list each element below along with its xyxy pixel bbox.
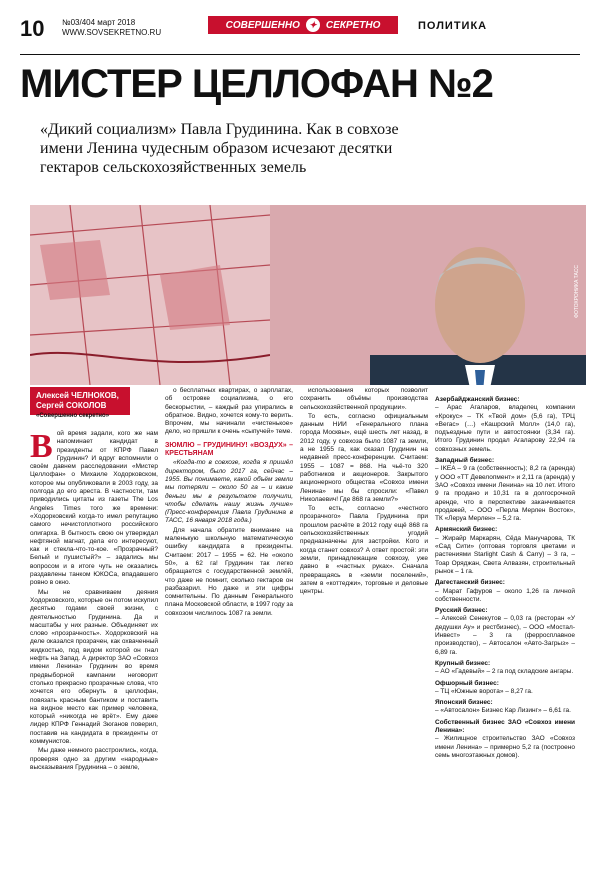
text-column-1	[30, 430, 158, 860]
paragraph: То есть, согласно «честного прозрачного» Павла Грудинина при прошлом расчёте в 2012 году ещё 868 га сельскохозяйственных угодий предназначены для застройки. Кого и когда станет совхоз? А ответ простой: эти земли, принадлежащие совхозу, уже давно в «частных руках». Сначала превращаясь в «земли поселений», затем в «коттеджи», торговые и деловые центры.	[300, 505, 428, 596]
logo-text-left: СОВЕРШЕННО	[225, 19, 300, 31]
business-text: – «Автосалон» Бизнес Кар Лизинг» – 6,61 га.	[435, 707, 571, 715]
logo-text-right: СЕКРЕТНО	[325, 19, 381, 31]
paragraph: То есть, согласно официальным данным НИИ «Генерального плана города Москвы», ещё шесть лет назад, в 2012 году, у совхоза было 1087 га земли, а не 1955 га, как сказал Грудинин на недавней пресс-конференции. Считаем: 1955 – 1087 = 868. На чьё-то 320 работников и акционеров. Закрытого акционерного общества «Совхоз имени Ленина» мы бы спросили: «Павел Николаевич! Где 868 га земли?»	[300, 412, 428, 503]
newspaper-logo	[208, 16, 398, 34]
paragraph: о бесплатных квартирах, о зарплатах, об островке социализма, о его бескорыстии, – каждый раз упирались в обратное. Видно, хочется кому-то верить. Впрочем, мы начинали «чистенькое» дело, но пришли к очень «сыпучей» теме.	[165, 387, 293, 436]
business-heading: Японский бизнес:	[435, 699, 493, 707]
business-text: – Жирайр Маркарян, Сёда Манучарова, ТК «Сад Сити» (оптовая торговля цветами и растениями Starlight Cash & Carry) – 3 га, – Тоар Оряджан, Света Алвазян, строительный рынок – 1 га.	[435, 534, 575, 575]
business-heading: Армянский бизнес:	[435, 526, 498, 534]
authors-affiliation: «Совершенно секретно»	[36, 413, 110, 419]
section-label: ПОЛИТИКА	[418, 20, 488, 32]
business-heading: Крупный бизнес:	[435, 659, 491, 667]
business-text: – ТЦ «Южные ворота» – 8,27 га.	[435, 687, 533, 695]
issue-number: №03/404 март 2018	[62, 18, 136, 27]
paragraph: Для начала обратите внимание на маленькую школьную математическую ошибку кандидата в президенты. Считаем: 2017 – 1955 = 62. Не «около 50», а 62 га! Грудинин так легко обращается с государственной землёй, что даже не помнит, сколько гектаров он разбазарил. Но даже и эти цифры сомнительны. По данным Генерального плана Московской области, в 1997 году за совхозом числилось 1087 га земли.	[165, 526, 293, 617]
page-number: 10	[20, 16, 45, 41]
section-subtitle: ЗЮМЛЮ – ГРУДИНИНУ! «ВОЗДУХ» – КРЕСТЬЯНАМ	[165, 441, 293, 458]
logo-emblem-icon: ✦	[306, 18, 320, 32]
business-heading: Собственный бизнес ЗАО «Совхоз имени Ленина»:	[435, 718, 575, 734]
business-heading: Офшорный бизнес:	[435, 679, 499, 687]
headline: МИСТЕР ЦЕЛЛОФАН №2	[20, 62, 493, 106]
business-text: – Арас Агаларов, владелец компании «Крокус» – ТК «Твой дом» (5,6 га), ТРЦ «Вегас» (…) «Кашрский Молл» (14,0 га), подъездные пути и автостоянки (3,34 га). Итого Грудинин продал Агаларову 22,94 га совхозных земель.	[435, 404, 575, 453]
page-header	[20, 12, 580, 52]
paragraph: Мы не сравниваем деяния Ходорковского, которые он потом искупил десятью годами своей жизни, с деятельностью Грудинина. Да и масштабы у них разные. Объединяет их слово «прозрачность». Ходорковский на деле оказался прозрачен, как охваченный жидкостью, под видом которой он гнал нефть на Запад. А директор ЗАО «Совхоз имени Ленина» Грудинин во время предвыборной кампании неговорит столько прекрасно прозрачные слова, что хочется его обернуть в целлофан, повязать красным бантиком и поставить на видное место как пример человека, который «никогда не врёт». Ему даже лидер КПРФ Геннадий Зюганов поверил, поставив на кандидата в президенты от коммунистов.	[30, 588, 158, 745]
map-image	[30, 205, 270, 385]
portrait-image	[370, 235, 586, 385]
business-heading: Русский бизнес:	[435, 607, 488, 615]
issue-info	[62, 18, 161, 38]
header-divider	[20, 54, 580, 55]
text-column-3	[300, 387, 428, 860]
text-column-2	[165, 387, 293, 860]
paragraph: ой время задали, кого же нам напоминает кандидат в президенты от КПРФ Павел Грудинин? И вдруг вспомнили о своём давнем расследовании «Мистер Целлофан» о Михаиле Ходорковском, которое мы опубликовали в 2003 году, за полгода до его ареста. В частности, там приводились цитаты из газеты The Los Angeles Times того же времени: «Ходорковский когда-то имел репутацию самого нечистоплотного российского олигарха. В бытность свою он утверждал нефтяной магнат, дела его интересуют, как и стекла-что-то-кое. «Прозрачный? Белый и пушистый?» – задались мы вопросом и в итоге чуть не оказались раздавлены танком ЮКОСа, впадавшего ровно в окно.	[30, 430, 158, 587]
business-text: – Марат Гафуров – около 1,26 га личной собственности.	[435, 587, 575, 603]
business-heading: Западный бизнес:	[435, 457, 495, 465]
text-column-4	[435, 393, 575, 860]
paragraph: Мы даже немного расстроились, когда, проверяя одно за другим «народные» высказывания Грудинина – о земле,	[30, 747, 158, 771]
dropcap: В	[30, 430, 53, 465]
business-text: – Жилищное строительство ЗАО «Совхоз имени Ленина» – примерно 5,2 га (построено семь многоэтажных домов).	[435, 735, 575, 759]
paragraph: использования которых позволит сохранить объёмы производства сельскохозяйственной продукции».	[300, 387, 428, 411]
subheadline: «Дикий социализм» Павла Грудинина. Как в совхозе имени Ленина чудесным образом исчезают десятки гектаров сельскохозяйственных земель	[40, 121, 399, 176]
author-2: Сергей СОКОЛОВ	[36, 401, 107, 410]
lead-photo	[30, 205, 586, 385]
business-heading: Азербайджанский бизнес:	[435, 396, 520, 403]
business-text: – Алексей Сенекутов – 0,03 га (ресторан «У дедушки Ау» и рестбизнес), – ООО «Мостал-Инвест» – 3 га (ферросплавное производство), – Автосалон «Авто-Загрыз» – 6,89 га.	[435, 615, 575, 656]
business-text: – IKEA – 9 га (собственность); 8,2 га (аренда) у ООО «ТТ Девелопмент» и 2,11 га (аренда) у ЗАО «Совхоз имени Ленина» на 10 лет. Итого 9 га продано и 10,31 га в долгосрочной аренде, что в перспективе заканчивается продажей, – ООО «Перла Мерлен Восток», ТК «Леруа Мерлен» – 5,2 га.	[435, 465, 575, 523]
author-1: Алексей ЧЕЛНОКОВ,	[36, 391, 119, 400]
quote: «Когда-то в совхозе, когда я пришёл директором, было 2017 га, сейчас – 1955. Вы понимаете, какой объём земли мы потеряли – около 50 га – и какие деньги мы в результате получили, чтобы сделать нашу жизнь лучше» (Пресс-конференция Павла Грудинина в ТАСС, 16 января 2018 года.)	[165, 459, 293, 525]
business-text: – АО «Гадевый» – 2 га под складские ангары.	[435, 668, 574, 676]
photo-credit: ФОТОХРОНИКА ТАСС	[574, 265, 580, 318]
website[interactable]: WWW.SOVSEKRETNO.RU	[62, 28, 162, 37]
business-heading: Дагестанский бизнес:	[435, 579, 505, 587]
